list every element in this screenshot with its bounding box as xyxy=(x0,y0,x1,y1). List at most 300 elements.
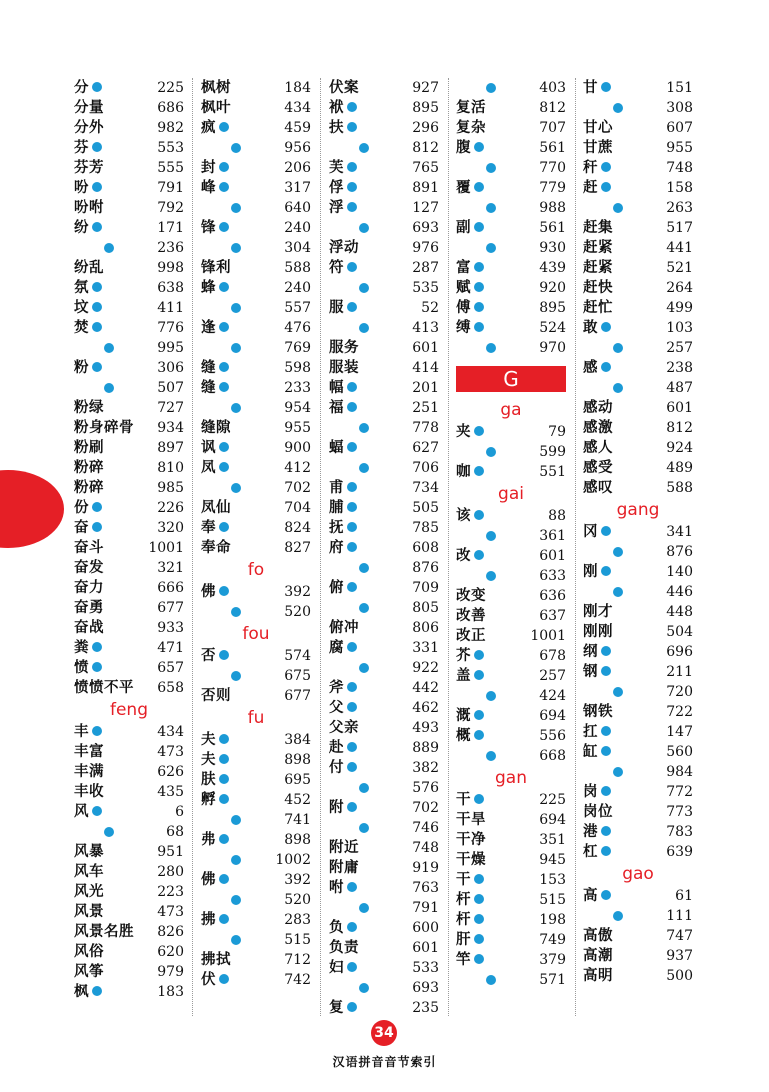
page-reference: 473 xyxy=(157,744,184,760)
entry-word xyxy=(201,458,229,478)
entry-word xyxy=(74,118,104,138)
index-entry xyxy=(74,278,184,298)
page-reference: 749 xyxy=(539,932,566,948)
page-reference: 627 xyxy=(412,440,439,456)
entry-word xyxy=(583,398,613,418)
entry-word xyxy=(456,706,484,726)
entry-word xyxy=(201,278,229,298)
index-entry xyxy=(583,438,693,458)
index-entry xyxy=(201,418,311,438)
entry-word xyxy=(456,870,484,890)
blue-dot-icon xyxy=(613,547,623,557)
entry-word xyxy=(74,98,104,118)
page-reference: 257 xyxy=(539,668,566,684)
index-entry xyxy=(456,970,566,990)
blue-dot-icon xyxy=(474,182,484,192)
entry-word-text: 感叹 xyxy=(583,479,613,496)
index-entry xyxy=(583,138,693,158)
page-reference: 920 xyxy=(539,280,566,296)
index-entry xyxy=(583,478,693,498)
index-entry xyxy=(201,910,311,930)
entry-word xyxy=(74,438,104,458)
column-divider xyxy=(320,78,321,1016)
blue-dot-icon xyxy=(231,815,241,825)
index-entry xyxy=(201,478,311,498)
entry-word xyxy=(74,558,104,578)
entry-word xyxy=(201,78,231,98)
entry-word-text: 刚刚 xyxy=(583,623,613,640)
entry-word-text: 芬芳 xyxy=(74,159,104,176)
blue-dot-icon xyxy=(601,646,611,656)
index-entry xyxy=(583,178,693,198)
blue-dot-icon xyxy=(474,914,484,924)
index-entry xyxy=(201,830,311,850)
blue-dot-icon xyxy=(601,890,611,900)
entry-word xyxy=(583,238,613,258)
page-reference: 473 xyxy=(157,904,184,920)
page-reference: 520 xyxy=(284,604,311,620)
page-reference: 257 xyxy=(666,340,693,356)
blue-dot-icon xyxy=(92,642,102,652)
page-reference: 225 xyxy=(539,792,566,808)
entry-word-text: 杠 xyxy=(583,843,598,860)
index-entry xyxy=(329,358,439,378)
blue-dot-icon xyxy=(92,726,102,736)
blue-dot-icon xyxy=(92,182,102,192)
page-reference: 806 xyxy=(412,620,439,636)
index-entry xyxy=(201,970,311,990)
index-entry xyxy=(74,922,184,942)
blue-dot-icon xyxy=(601,162,611,172)
syllable-heading: feng xyxy=(109,700,148,720)
page-reference: 384 xyxy=(284,732,311,748)
index-entry xyxy=(74,78,184,98)
entry-word xyxy=(456,318,484,338)
index-entry xyxy=(456,646,566,666)
entry-word xyxy=(74,722,102,742)
entry-word-text: 凤 xyxy=(201,459,216,476)
index-entry xyxy=(74,782,184,802)
entry-word-text: 附 xyxy=(329,799,344,816)
index-entry xyxy=(74,942,184,962)
entry-word xyxy=(456,830,486,850)
blue-dot-icon xyxy=(104,243,114,253)
index-entry xyxy=(201,158,311,178)
page-reference: 52 xyxy=(421,300,439,316)
blue-dot-icon xyxy=(231,343,241,353)
entry-word-text: 服装 xyxy=(329,359,359,376)
page-reference: 515 xyxy=(284,932,311,948)
entry-word-text: 干燥 xyxy=(456,851,486,868)
index-entry xyxy=(329,618,439,638)
syllable-heading: ga xyxy=(500,400,522,420)
page-reference: 812 xyxy=(666,420,693,436)
page-reference: 933 xyxy=(157,620,184,636)
page-reference: 1002 xyxy=(275,852,311,868)
entry-word xyxy=(583,218,613,238)
page-reference: 392 xyxy=(284,584,311,600)
entry-word xyxy=(583,478,613,498)
entry-word-text: 刚才 xyxy=(583,603,613,620)
index-column-1 xyxy=(74,78,184,1002)
entry-word-text: 感受 xyxy=(583,459,613,476)
blue-dot-icon xyxy=(359,663,369,673)
entry-word xyxy=(201,970,229,990)
entry-word xyxy=(201,750,229,770)
index-entry xyxy=(74,598,184,618)
blue-dot-icon xyxy=(347,202,357,212)
syllable-heading: fou xyxy=(242,624,270,644)
page-reference: 633 xyxy=(539,568,566,584)
entry-word xyxy=(329,518,357,538)
page-reference: 439 xyxy=(539,260,566,276)
entry-word xyxy=(201,582,229,602)
blue-dot-icon xyxy=(601,182,611,192)
blue-dot-icon xyxy=(219,650,229,660)
entry-word xyxy=(74,518,102,538)
entry-word xyxy=(583,926,613,946)
page-reference: 103 xyxy=(666,320,693,336)
blue-dot-icon xyxy=(347,442,357,452)
entry-word-text: 粉绿 xyxy=(74,399,104,416)
index-entry xyxy=(583,782,693,802)
entry-word xyxy=(329,478,357,498)
blue-dot-icon xyxy=(219,222,229,232)
index-entry xyxy=(456,790,566,810)
page-reference: 507 xyxy=(157,380,184,396)
entry-word-text: 份 xyxy=(74,499,89,516)
index-entry xyxy=(456,506,566,526)
blue-dot-icon xyxy=(601,746,611,756)
blue-dot-icon xyxy=(474,262,484,272)
blue-dot-icon xyxy=(347,302,357,312)
blue-dot-icon xyxy=(92,302,102,312)
entry-word-text: 缝 xyxy=(201,379,216,396)
page-reference: 727 xyxy=(157,400,184,416)
page-reference: 551 xyxy=(539,464,566,480)
blue-dot-icon xyxy=(219,754,229,764)
blue-dot-icon xyxy=(359,223,369,233)
entry-word xyxy=(583,178,611,198)
entry-word-text: 赶集 xyxy=(583,219,613,236)
entry-word-text: 港 xyxy=(583,823,598,840)
entry-word-text: 吩 xyxy=(74,179,89,196)
blue-dot-icon xyxy=(231,483,241,493)
blue-dot-icon xyxy=(219,162,229,172)
entry-word xyxy=(329,998,357,1018)
entry-word xyxy=(74,478,104,498)
page-reference: 763 xyxy=(412,880,439,896)
entry-word xyxy=(74,258,104,278)
entry-word-text: 凤仙 xyxy=(201,499,231,516)
blue-dot-icon xyxy=(219,282,229,292)
entry-word xyxy=(74,902,104,922)
entry-word-text: 概 xyxy=(456,727,471,744)
page-reference: 712 xyxy=(284,952,311,968)
entry-word xyxy=(201,770,229,790)
entry-word xyxy=(329,938,359,958)
entry-word-text: 改 xyxy=(456,547,471,564)
page-reference: 555 xyxy=(157,160,184,176)
entry-word-text: 蝠 xyxy=(329,439,344,456)
page-reference: 68 xyxy=(166,824,184,840)
blue-dot-icon xyxy=(219,122,229,132)
entry-word-text: 斧 xyxy=(329,679,344,696)
entry-word xyxy=(456,930,484,950)
index-entry xyxy=(583,238,693,258)
index-entry xyxy=(201,218,311,238)
page-reference: 709 xyxy=(412,580,439,596)
index-entry xyxy=(329,598,439,618)
entry-word xyxy=(329,578,357,598)
blue-dot-icon xyxy=(486,447,496,457)
blue-dot-icon xyxy=(486,243,496,253)
index-entry xyxy=(74,678,184,698)
index-entry xyxy=(583,398,693,418)
entry-word-text: 芥 xyxy=(456,647,471,664)
entry-word xyxy=(74,358,102,378)
entry-word-text: 赴 xyxy=(329,739,344,756)
page-reference: 677 xyxy=(157,600,184,616)
blue-dot-icon xyxy=(219,442,229,452)
page-reference: 499 xyxy=(666,300,693,316)
entry-word xyxy=(201,318,229,338)
blue-dot-icon xyxy=(347,102,357,112)
page-reference: 600 xyxy=(412,920,439,936)
entry-word-text: 干净 xyxy=(456,831,486,848)
entry-word-text: 腐 xyxy=(329,639,344,656)
index-entry xyxy=(456,546,566,566)
footer-title: 汉语拼音音节索引 xyxy=(332,1055,437,1069)
decorative-red-circle xyxy=(0,470,64,548)
blue-dot-icon xyxy=(601,846,611,856)
entry-word xyxy=(329,798,357,818)
blue-dot-icon xyxy=(486,83,496,93)
entry-word xyxy=(329,498,357,518)
entry-word-text: 风光 xyxy=(74,883,104,900)
index-entry xyxy=(201,930,311,950)
entry-word-text: 袱 xyxy=(329,99,344,116)
entry-word xyxy=(329,698,357,718)
index-entry xyxy=(456,950,566,970)
index-entry xyxy=(583,642,693,662)
blue-dot-icon xyxy=(92,222,102,232)
index-entry xyxy=(583,662,693,682)
blue-dot-icon xyxy=(347,922,357,932)
page-reference: 251 xyxy=(412,400,439,416)
index-entry xyxy=(74,238,184,258)
entry-word-text: 粉碎 xyxy=(74,479,104,496)
page-reference: 640 xyxy=(284,200,311,216)
blue-dot-icon xyxy=(92,522,102,532)
index-entry xyxy=(74,982,184,1002)
index-entry xyxy=(201,298,311,318)
page-reference: 341 xyxy=(666,524,693,540)
index-entry xyxy=(329,118,439,138)
entry-word-text: 傅 xyxy=(456,299,471,316)
entry-word-text: 竿 xyxy=(456,951,471,968)
entry-word xyxy=(583,318,611,338)
entry-word-text: 父 xyxy=(329,699,344,716)
index-entry xyxy=(456,178,566,198)
blue-dot-icon xyxy=(486,163,496,173)
entry-word xyxy=(201,158,229,178)
page-reference: 954 xyxy=(284,400,311,416)
entry-word-text: 感 xyxy=(583,359,598,376)
page-reference: 306 xyxy=(157,360,184,376)
index-entry xyxy=(583,98,693,118)
entry-word xyxy=(74,762,104,782)
index-entry xyxy=(329,798,439,818)
page-reference: 955 xyxy=(666,140,693,156)
page-reference: 442 xyxy=(412,680,439,696)
page-reference: 657 xyxy=(157,660,184,676)
page-reference: 897 xyxy=(157,440,184,456)
entry-word xyxy=(74,178,102,198)
index-entry xyxy=(74,118,184,138)
entry-word-text: 奉 xyxy=(201,519,216,536)
index-entry xyxy=(201,870,311,890)
index-entry xyxy=(74,258,184,278)
page-reference: 521 xyxy=(666,260,693,276)
entry-word-text: 赶忙 xyxy=(583,299,613,316)
syllable-heading: gao xyxy=(622,864,654,884)
page-reference: 147 xyxy=(666,724,693,740)
blue-dot-icon xyxy=(474,302,484,312)
page-reference: 434 xyxy=(284,100,311,116)
index-entry xyxy=(74,318,184,338)
blue-dot-icon xyxy=(359,983,369,993)
entry-word xyxy=(74,598,104,618)
blue-dot-icon xyxy=(474,710,484,720)
page-reference: 524 xyxy=(539,320,566,336)
index-entry xyxy=(583,158,693,178)
blue-dot-icon xyxy=(601,82,611,92)
blue-dot-icon xyxy=(219,774,229,784)
page-reference: 448 xyxy=(666,604,693,620)
index-entry xyxy=(201,518,311,538)
entry-word-text: 岗 xyxy=(583,783,598,800)
index-entry xyxy=(456,890,566,910)
index-entry xyxy=(456,318,566,338)
page-reference: 414 xyxy=(412,360,439,376)
index-entry xyxy=(74,98,184,118)
entry-word-text: 缸 xyxy=(583,743,598,760)
index-entry xyxy=(201,278,311,298)
blue-dot-icon xyxy=(347,402,357,412)
entry-word xyxy=(456,218,484,238)
blue-dot-icon xyxy=(219,914,229,924)
index-entry xyxy=(329,438,439,458)
index-entry xyxy=(583,702,693,722)
blue-dot-icon xyxy=(219,182,229,192)
page-reference: 772 xyxy=(666,784,693,800)
index-entry xyxy=(329,258,439,278)
page-reference: 695 xyxy=(284,772,311,788)
page-reference: 769 xyxy=(284,340,311,356)
index-entry xyxy=(329,638,439,658)
entry-word xyxy=(329,98,357,118)
entry-word-text: 赶紧 xyxy=(583,259,613,276)
entry-word xyxy=(74,922,134,942)
page-reference: 434 xyxy=(157,724,184,740)
entry-word xyxy=(74,398,104,418)
page-reference: 773 xyxy=(666,804,693,820)
index-entry xyxy=(583,542,693,562)
page-reference: 240 xyxy=(284,280,311,296)
index-entry xyxy=(456,138,566,158)
index-entry xyxy=(329,978,439,998)
entry-word-text: 奋战 xyxy=(74,619,104,636)
index-entry xyxy=(74,398,184,418)
page-reference: 206 xyxy=(284,160,311,176)
entry-word-text: 封 xyxy=(201,159,216,176)
index-entry xyxy=(74,638,184,658)
index-entry xyxy=(201,730,311,750)
entry-word-text: 负责 xyxy=(329,939,359,956)
entry-word xyxy=(329,298,357,318)
page-reference: 533 xyxy=(412,960,439,976)
index-entry xyxy=(456,526,566,546)
entry-word xyxy=(456,890,484,910)
page-reference: 675 xyxy=(284,668,311,684)
entry-word xyxy=(456,606,486,626)
entry-word-text: 刚 xyxy=(583,563,598,580)
entry-word-text: 丰富 xyxy=(74,743,104,760)
entry-word xyxy=(201,118,229,138)
page-reference: 979 xyxy=(157,964,184,980)
entry-word xyxy=(201,358,229,378)
page-reference: 636 xyxy=(539,588,566,604)
entry-word xyxy=(583,118,613,138)
entry-word xyxy=(74,278,102,298)
index-entry xyxy=(583,522,693,542)
entry-word-text: 幅 xyxy=(329,379,344,396)
blue-dot-icon xyxy=(347,642,357,652)
page-reference: 783 xyxy=(666,824,693,840)
entry-word xyxy=(329,718,359,738)
page-reference: 588 xyxy=(666,480,693,496)
page-reference: 111 xyxy=(666,908,693,924)
index-entry xyxy=(329,778,439,798)
entry-word xyxy=(201,418,231,438)
page-reference: 520 xyxy=(284,892,311,908)
blue-dot-icon xyxy=(359,903,369,913)
blue-dot-icon xyxy=(601,786,611,796)
page-reference: 702 xyxy=(412,800,439,816)
entry-word xyxy=(201,730,229,750)
page-reference: 517 xyxy=(666,220,693,236)
entry-word-text: 盖 xyxy=(456,667,471,684)
entry-word-text: 父亲 xyxy=(329,719,359,736)
blue-dot-icon xyxy=(347,542,357,552)
entry-word xyxy=(74,842,104,862)
page-reference: 226 xyxy=(157,500,184,516)
blue-dot-icon xyxy=(474,794,484,804)
column-divider xyxy=(575,78,576,1016)
blue-dot-icon xyxy=(219,874,229,884)
index-entry xyxy=(583,318,693,338)
blue-dot-icon xyxy=(219,382,229,392)
index-entry xyxy=(74,902,184,922)
entry-word xyxy=(583,258,613,278)
page-reference: 686 xyxy=(157,100,184,116)
entry-word-text: 风车 xyxy=(74,863,104,880)
entry-word-text: 蜂 xyxy=(201,279,216,296)
entry-word xyxy=(583,158,611,178)
entry-word-text: 赶 xyxy=(583,179,598,196)
index-entry xyxy=(201,850,311,870)
